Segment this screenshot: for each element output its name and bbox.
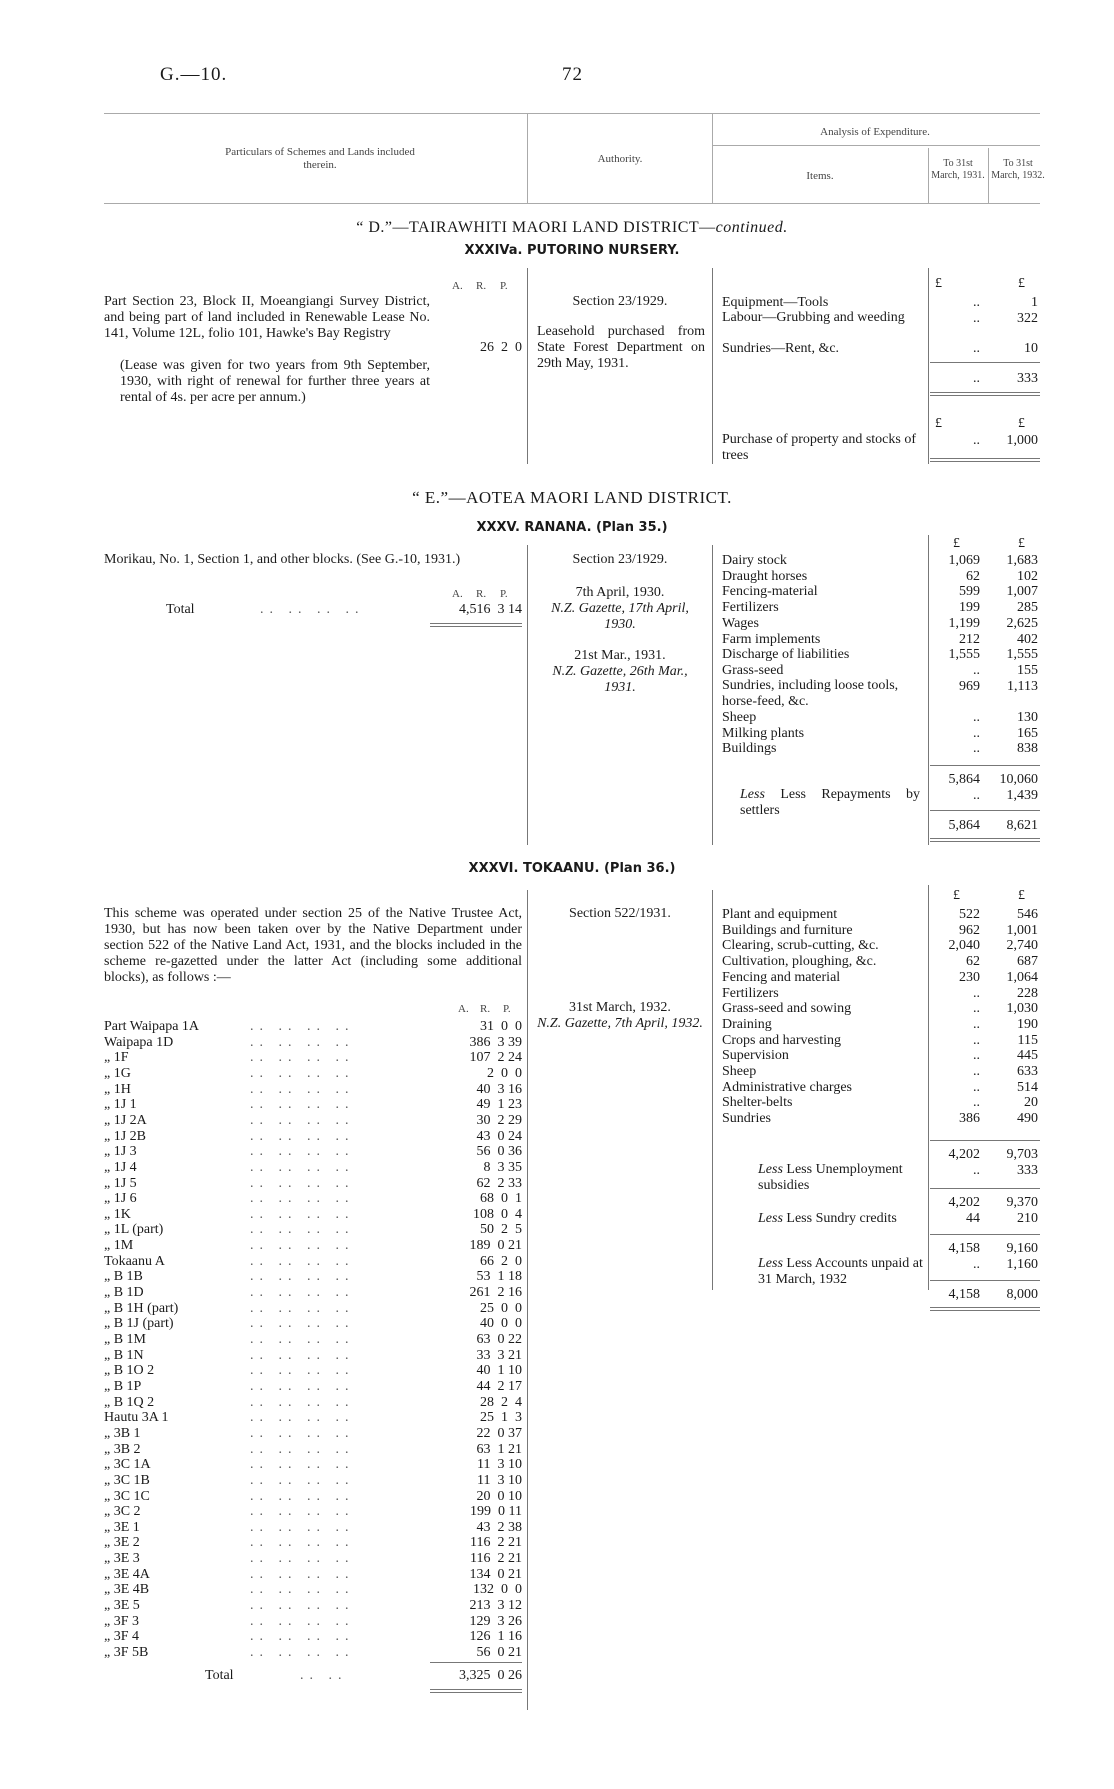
block-name: „ B 1H (part)	[104, 1300, 179, 1316]
expenditure-item-label: Sundries, including loose tools, horse-feed, &c.	[722, 677, 899, 709]
expenditure-item-1932: 546	[1017, 907, 1038, 922]
tokaanu-authority-date: 31st March, 1932.	[569, 1000, 671, 1015]
putorino-lease-note: (Lease was given for two years from 9th September, 1930, with right of renewal for further three years at rental of 4s. per acre per annum.)	[120, 358, 430, 405]
block-area: 386 3 39	[469, 1034, 522, 1050]
leader-dots: .. .. .. ..	[250, 1332, 355, 1347]
ranana-less-1932: 1,439	[1006, 788, 1038, 803]
expenditure-item-label: Grass-seed	[722, 662, 784, 678]
block-name: „ B 1N	[104, 1347, 144, 1363]
tokaanu-intro: This scheme was operated under section 25 of the Native Trustee Act, 1930, but has now been taken over by the Native Department under section 522 of the Native Land Act, 1931, and the blocks included in the scheme re-gazetted under the latter Act (including some additional blocks), as follows :—	[104, 906, 522, 985]
expenditure-item-1932: 1,555	[1006, 647, 1038, 663]
expenditure-item-1931: ..	[973, 741, 980, 757]
expenditure-item-1931: 599	[959, 584, 980, 600]
block-name: Tokaanu A	[104, 1253, 165, 1269]
leader-dots: .. .. .. ..	[250, 1238, 355, 1254]
block-area: 33 3 21	[476, 1347, 522, 1363]
block-area: 66 2 0	[480, 1253, 522, 1269]
block-name: „ 1L (part)	[104, 1222, 164, 1238]
header-to-1931: To 31st March, 1931.	[931, 158, 985, 181]
area-head-acres: A.	[458, 1003, 469, 1015]
expenditure-item-1931: ..	[973, 1048, 980, 1064]
currency-1932: £	[1018, 536, 1025, 551]
expenditure-item-1932: 2,740	[1006, 938, 1038, 954]
leader-dots: .. .. .. ..	[250, 1253, 355, 1269]
leader-dots: .. .. .. ..	[250, 1128, 355, 1144]
putorino-area: 26 2 0	[480, 340, 522, 355]
tokaanu-total-1932: 8,000	[1006, 1287, 1038, 1302]
tokaanu-sub3-1932: 9,160	[1006, 1241, 1038, 1256]
block-name: „ 3E 3	[104, 1551, 140, 1567]
block-name: Hautu 3A 1	[104, 1410, 169, 1426]
leader-dots: .. .. .. ..	[250, 1519, 355, 1535]
expenditure-item-label: Sheep	[722, 710, 757, 725]
block-name: „ 1J 1	[104, 1097, 137, 1113]
area-head-roods: R.	[476, 588, 487, 600]
block-area: 25 1 3	[480, 1410, 522, 1426]
expenditure-item-label: Draining	[722, 1016, 772, 1032]
putorino-purchase-1931: ..	[973, 433, 980, 448]
leader-dots: .. .. .. ..	[250, 1316, 355, 1332]
header-items: Items.	[806, 170, 834, 182]
leader-dots: .. .. .. ..	[250, 1159, 355, 1175]
ranana-total-1931: 5,864	[948, 818, 980, 833]
expenditure-item-1931: 522	[959, 907, 980, 922]
expenditure-item-1931: 212	[959, 631, 980, 647]
expenditure-item-1932: 1,030	[1006, 1001, 1038, 1017]
expenditure-item-1931: ..	[973, 662, 980, 678]
block-name: „ 3F 5B	[104, 1645, 149, 1660]
area-head-roods: R.	[476, 280, 487, 292]
ranana-less-1931: ..	[973, 788, 980, 803]
block-area: 20 0 10	[476, 1488, 522, 1504]
tokaanu-total-area: 3,325 0 26	[459, 1668, 522, 1683]
expenditure-item-1932: 228	[1017, 985, 1038, 1001]
currency-1932: £	[1018, 416, 1025, 431]
scheme-putorino-title: XXXIVa. PUTORINO NURSERY.	[464, 243, 680, 258]
expenditure-item-1931: 1,069	[948, 553, 980, 568]
block-area: 107 2 24	[469, 1050, 522, 1066]
block-name: „ 3E 1	[104, 1519, 140, 1535]
ranana-subtotal-1931: 5,864	[948, 772, 980, 787]
putorino-particulars: Part Section 23, Block II, Moeangiangi Survey District, and being part of land included in Renewable Lease No. 141, Volume 12L, folio 101, Hawke's Bay Registry	[104, 294, 430, 341]
expenditure-item-1931: 386	[959, 1111, 980, 1127]
expenditure-item-1932: 1,064	[1006, 969, 1038, 985]
putorino-item-label: Equipment—Tools	[722, 295, 829, 310]
currency-1931: £	[935, 276, 942, 291]
expenditure-item-1931: ..	[973, 725, 980, 741]
block-name: „ 3B 2	[104, 1441, 141, 1457]
currency-1932: £	[1018, 276, 1025, 291]
block-area: 132 0 0	[473, 1582, 522, 1598]
putorino-subtotal-1932: 333	[1017, 371, 1038, 386]
expenditure-item-label: Buildings	[722, 741, 777, 757]
leader-dots: .. .. .. ..	[250, 1097, 355, 1113]
block-area: 63 0 22	[476, 1332, 522, 1347]
scheme-ranana-title: XXXV. RANANA. (Plan 35.)	[476, 520, 668, 535]
ranana-authority-section: Section 23/1929.	[572, 552, 668, 567]
leader-dots: .. .. .. ..	[250, 1206, 355, 1222]
block-name: „ B 1J (part)	[104, 1316, 174, 1332]
expenditure-item-label: Cultivation, ploughing, &c.	[722, 954, 877, 970]
expenditure-item-label: Administrative charges	[722, 1079, 852, 1095]
leader-dots: .. .. .. ..	[250, 1425, 355, 1441]
leader-dots: .. .. .. ..	[250, 1378, 355, 1394]
block-area: 50 2 5	[480, 1222, 522, 1238]
tokaanu-less3-1932: 1,160	[1006, 1257, 1038, 1272]
block-area: 199 0 11	[470, 1504, 522, 1520]
leader-dots: .. .. .. ..	[250, 1019, 355, 1034]
block-name: „ 1J 3	[104, 1144, 137, 1160]
expenditure-item-label: Wages	[722, 615, 759, 631]
block-area: 11 3 10	[477, 1457, 522, 1473]
expenditure-item-1932: 130	[1017, 710, 1038, 725]
tokaanu-authority-gazette: N.Z. Gazette, 7th April, 1932.	[537, 1016, 703, 1031]
block-area: 25 0 0	[480, 1300, 522, 1316]
block-area: 189 0 21	[469, 1238, 522, 1254]
expenditure-item-1931: 62	[966, 568, 980, 584]
expenditure-item-label: Fertilizers	[722, 985, 779, 1001]
expenditure-item-1931: ..	[973, 1032, 980, 1048]
block-name: „ 1H	[104, 1081, 131, 1097]
block-name: „ 1J 5	[104, 1175, 137, 1191]
block-area: 40 3 16	[476, 1081, 522, 1097]
leader-dots: .. .. .. ..	[250, 1363, 355, 1379]
area-head-perches: P.	[500, 588, 508, 600]
block-name: „ B 1B	[104, 1269, 143, 1285]
expenditure-item-1932: 490	[1017, 1111, 1038, 1127]
block-name: Part Waipapa 1A	[104, 1019, 200, 1034]
block-area: 63 1 21	[476, 1441, 522, 1457]
ranana-total-1932: 8,621	[1006, 818, 1038, 833]
leader-dots: .. .. .. ..	[250, 1472, 355, 1488]
leader-dots: .. .. .. ..	[250, 1050, 355, 1066]
block-name: „ B 1D	[104, 1285, 144, 1301]
putorino-authority-section: Section 23/1929.	[572, 294, 668, 309]
block-area: 126 1 16	[469, 1629, 522, 1645]
block-name: „ 1K	[104, 1206, 131, 1222]
leader-dots: .. .. .. ..	[250, 1144, 355, 1160]
block-name: „ 1G	[104, 1065, 131, 1081]
expenditure-item-1932: 190	[1017, 1016, 1038, 1032]
block-area: 43 2 38	[476, 1519, 522, 1535]
leader-dots: .. .. .. ..	[250, 1285, 355, 1301]
ranana-subtotal-1932: 10,060	[999, 772, 1038, 787]
putorino-item-1932: 10	[1024, 341, 1038, 356]
block-name: „ 1J 6	[104, 1191, 137, 1207]
putorino-item-1932: 322	[1017, 311, 1038, 326]
expenditure-item-1932: 633	[1017, 1064, 1038, 1079]
block-name: „ 3F 4	[104, 1629, 139, 1645]
leader-dots: .. .. .. ..	[250, 1598, 355, 1614]
block-area: 68 0 1	[480, 1191, 522, 1207]
leader-dots: .. .. .. ..	[250, 1175, 355, 1191]
expenditure-item-1932: 20	[1024, 1095, 1038, 1111]
expenditure-item-1932: 838	[1017, 741, 1038, 757]
expenditure-item-1931: 1,199	[948, 615, 980, 631]
block-area: 49 1 23	[476, 1097, 522, 1113]
page-code: G.—10.	[160, 64, 228, 85]
expenditure-item-label: Fertilizers	[722, 600, 779, 616]
block-name: „ B 1O 2	[104, 1363, 155, 1379]
block-area: 213 3 12	[469, 1598, 522, 1614]
block-area: 134 0 21	[469, 1566, 522, 1582]
header-analysis: Analysis of Expenditure.	[820, 126, 930, 138]
leader-dots: .. .. .. ..	[250, 1613, 355, 1629]
tokaanu-less1-label: Less Less Unemployment subsidies	[758, 1162, 903, 1193]
currency-1931: £	[953, 536, 960, 551]
tokaanu-sub1-1932: 9,703	[1006, 1147, 1038, 1162]
leader-dots: .. ..	[300, 1668, 348, 1683]
expenditure-item-1931: 1,555	[948, 647, 980, 663]
leader-dots: .. .. .. ..	[250, 1582, 355, 1598]
expenditure-item-1931: ..	[973, 1064, 980, 1079]
tokaanu-sub2-1932: 9,370	[1006, 1195, 1038, 1210]
leader-dots: .. .. .. ..	[250, 1551, 355, 1567]
area-head-roods: R.	[480, 1003, 491, 1015]
tokaanu-less3-label: Less Less Accounts unpaid at 31 March, 1932	[758, 1256, 923, 1287]
expenditure-item-1932: 165	[1017, 725, 1038, 741]
expenditure-item-1932: 102	[1017, 568, 1038, 584]
expenditure-item-label: Fencing and material	[722, 969, 841, 985]
header-particulars: Particulars of Schemes and Lands included therein.	[225, 146, 415, 171]
block-name: „ 3E 5	[104, 1598, 140, 1614]
tokaanu-authority-section: Section 522/1931.	[569, 906, 671, 921]
tokaanu-sub3-1931: 4,158	[948, 1241, 980, 1256]
block-name: „ 3F 3	[104, 1613, 139, 1629]
block-area: 56 0 21	[476, 1645, 522, 1660]
leader-dots: .. .. .. ..	[250, 1191, 355, 1207]
expenditure-item-1932: 402	[1017, 631, 1038, 647]
expenditure-item-1932: 2,625	[1006, 615, 1038, 631]
ranana-authority-gazette: N.Z. Gazette, 17th April, 1930.	[551, 601, 689, 632]
expenditure-item-label: Draught horses	[722, 568, 808, 584]
block-area: 116 2 21	[470, 1535, 522, 1551]
district-e-title: “ E.”—AOTEA MAORI LAND DISTRICT.	[412, 488, 732, 507]
block-name: „ 3C 1B	[104, 1472, 150, 1488]
expenditure-item-label: Sheep	[722, 1064, 757, 1079]
putorino-purchase-1932: 1,000	[1006, 433, 1038, 448]
expenditure-item-1931: 969	[959, 678, 980, 694]
tokaanu-less1-1932: 333	[1017, 1163, 1038, 1178]
ranana-particulars: Morikau, No. 1, Section 1, and other blocks. (See G.-10, 1931.)	[104, 552, 461, 567]
block-area: 53 1 18	[476, 1269, 522, 1285]
currency-1931: £	[953, 888, 960, 903]
putorino-subtotal-1931: ..	[973, 371, 980, 386]
tokaanu-less2-1932: 210	[1017, 1211, 1038, 1226]
block-name: „ 3C 1A	[104, 1457, 151, 1473]
leader-dots: .. .. .. ..	[250, 1081, 355, 1097]
area-head-acres: A.	[452, 588, 463, 600]
putorino-purchase-label: Purchase of property and stocks of trees	[722, 432, 917, 463]
putorino-item-1931: ..	[973, 311, 980, 326]
leader-dots: .. .. .. ..	[250, 1629, 355, 1645]
block-area: 62 2 33	[476, 1175, 522, 1191]
leader-dots: .. .. .. ..	[250, 1112, 355, 1128]
leader-dots: .. .. .. ..	[250, 1645, 355, 1660]
leader-dots: .. .. .. ..	[250, 1441, 355, 1457]
block-area: 43 0 24	[476, 1128, 522, 1144]
leader-dots: .. .. .. ..	[250, 1347, 355, 1363]
expenditure-item-1932: 1,007	[1006, 584, 1038, 600]
ranana-authority-gazette: N.Z. Gazette, 26th Mar., 1931.	[552, 664, 688, 695]
block-area: 2 0 0	[487, 1065, 522, 1081]
expenditure-item-1931: ..	[973, 1001, 980, 1017]
putorino-item-label: Labour—Grubbing and weeding	[722, 310, 905, 325]
ranana-less-label: Less Less Repayments by settlers	[740, 787, 920, 818]
expenditure-item-label: Milking plants	[722, 725, 805, 741]
block-area: 11 3 10	[477, 1472, 522, 1488]
block-name: „ B 1Q 2	[104, 1394, 155, 1410]
expenditure-item-1931: 199	[959, 600, 980, 616]
putorino-item-label: Sundries—Rent, &c.	[722, 341, 840, 356]
expenditure-item-1931: ..	[973, 1079, 980, 1095]
block-area: 116 2 21	[470, 1551, 522, 1567]
leader-dots: .. .. .. ..	[250, 1457, 355, 1473]
tokaanu-total-1931: 4,158	[948, 1287, 980, 1302]
area-head-acres: A.	[452, 280, 463, 292]
expenditure-item-label: Farm implements	[722, 631, 821, 647]
expenditure-item-1932: 514	[1017, 1079, 1038, 1095]
ranana-authority-date: 7th April, 1930.	[575, 585, 665, 600]
expenditure-item-label: Grass-seed and sowing	[722, 1001, 852, 1017]
block-name: „ B 1P	[104, 1378, 142, 1394]
expenditure-item-1931: ..	[973, 1016, 980, 1032]
expenditure-item-label: Buildings and furniture	[722, 922, 853, 938]
expenditure-item-1931: ..	[973, 710, 980, 725]
leader-dots: .. .. .. ..	[250, 1300, 355, 1316]
block-area: 108 0 4	[473, 1206, 522, 1222]
leader-dots: .. .. .. ..	[250, 1504, 355, 1520]
leader-dots: .. .. .. ..	[250, 1488, 355, 1504]
expenditure-item-label: Sundries	[722, 1111, 771, 1127]
block-name: „ 1J 4	[104, 1159, 137, 1175]
block-area: 40 1 10	[476, 1363, 522, 1379]
tokaanu-less2-label: Less Less Sundry credits	[758, 1211, 897, 1226]
leader-dots: .. .. .. ..	[250, 1410, 355, 1426]
leader-dots: .. .. .. ..	[250, 1269, 355, 1285]
ranana-authority-date: 21st Mar., 1931.	[574, 648, 666, 663]
ranana-total-label: Total	[166, 602, 195, 617]
block-name: „ 3E 4B	[104, 1582, 150, 1598]
leader-dots: .. .. .. ..	[260, 602, 365, 617]
expenditure-item-1932: 285	[1017, 600, 1038, 616]
leader-dots: .. .. .. ..	[250, 1566, 355, 1582]
tokaanu-sub2-1931: 4,202	[948, 1195, 980, 1210]
block-name: „ 1M	[104, 1238, 134, 1254]
expenditure-item-label: Dairy stock	[722, 553, 787, 568]
area-head-perches: P.	[500, 280, 508, 292]
block-name: „ B 1M	[104, 1332, 146, 1347]
block-area: 31 0 0	[480, 1019, 522, 1034]
block-name: „ 3C 1C	[104, 1488, 150, 1504]
tokaanu-less2-1931: 44	[966, 1211, 980, 1226]
expenditure-item-1932: 445	[1017, 1048, 1038, 1064]
leader-dots: .. .. .. ..	[250, 1394, 355, 1410]
tokaanu-less3-1931: ..	[973, 1257, 980, 1272]
header-authority: Authority.	[597, 153, 643, 165]
block-area: 44 2 17	[476, 1378, 522, 1394]
block-area: 22 0 37	[476, 1425, 522, 1441]
expenditure-item-1932: 115	[1017, 1032, 1038, 1048]
leader-dots: .. .. .. ..	[250, 1065, 355, 1081]
expenditure-item-1932: 155	[1017, 662, 1038, 678]
page-number: 72	[562, 64, 583, 85]
block-name: „ 3E 4A	[104, 1566, 150, 1582]
putorino-authority-lease: Leasehold purchased from State Forest Department on 29th May, 1931.	[537, 324, 705, 371]
ranana-total-area: 4,516 3 14	[459, 602, 522, 617]
tokaanu-sub1-1931: 4,202	[948, 1147, 980, 1162]
block-name: Waipapa 1D	[104, 1034, 174, 1050]
area-head-perches: P.	[503, 1003, 511, 1015]
block-name: „ 3C 2	[104, 1504, 141, 1520]
expenditure-item-1931: ..	[973, 1095, 980, 1111]
currency-1932: £	[1018, 888, 1025, 903]
putorino-item-1931: ..	[973, 295, 980, 310]
block-area: 30 2 29	[476, 1112, 522, 1128]
tokaanu-total-label: Total	[205, 1668, 234, 1683]
putorino-item-1932: 1	[1031, 295, 1038, 310]
scheme-tokaanu-title: XXXVI. TOKAANU. (Plan 36.)	[468, 861, 676, 876]
block-name: „ 1F	[104, 1050, 129, 1066]
expenditure-item-label: Supervision	[722, 1048, 789, 1064]
expenditure-item-1932: 1,113	[1007, 678, 1038, 694]
expenditure-item-1932: 1,001	[1006, 922, 1038, 938]
expenditure-item-label: Fencing-material	[722, 584, 818, 600]
expenditure-item-label: Plant and equipment	[722, 907, 838, 922]
block-area: 261 2 16	[469, 1285, 522, 1301]
block-area: 40 0 0	[480, 1316, 522, 1332]
expenditure-item-label: Discharge of liabilities	[722, 647, 850, 663]
block-name: „ 3E 2	[104, 1535, 140, 1551]
district-d-title: “ D.”—TAIRAWHITI MAORI LAND DISTRICT—continued.	[356, 219, 788, 236]
expenditure-item-label: Clearing, scrub-cutting, &c.	[722, 938, 879, 954]
expenditure-item-1931: 230	[959, 969, 980, 985]
currency-1931: £	[935, 416, 942, 431]
expenditure-item-1931: 62	[966, 954, 980, 970]
expenditure-item-label: Shelter-belts	[722, 1095, 793, 1111]
block-area: 129 3 26	[469, 1613, 522, 1629]
block-name: „ 1J 2A	[104, 1112, 147, 1128]
block-name: „ 3B 1	[104, 1425, 141, 1441]
expenditure-item-1931: ..	[973, 985, 980, 1001]
expenditure-item-1932: 687	[1017, 954, 1038, 970]
block-area: 56 0 36	[476, 1144, 522, 1160]
expenditure-item-1931: 962	[959, 922, 980, 938]
header-to-1932: To 31st March, 1932.	[991, 158, 1045, 181]
leader-dots: .. .. .. ..	[250, 1222, 355, 1238]
leader-dots: .. .. .. ..	[250, 1535, 355, 1551]
putorino-item-1931: ..	[973, 341, 980, 356]
block-name: „ 1J 2B	[104, 1128, 146, 1144]
tokaanu-less1-1931: ..	[973, 1163, 980, 1178]
expenditure-item-label: Crops and harvesting	[722, 1032, 841, 1048]
block-area: 28 2 4	[480, 1394, 522, 1410]
expenditure-item-1932: 1,683	[1006, 553, 1038, 568]
leader-dots: .. .. .. ..	[250, 1034, 355, 1050]
block-area: 8 3 35	[483, 1159, 522, 1175]
expenditure-item-1931: 2,040	[948, 938, 980, 954]
